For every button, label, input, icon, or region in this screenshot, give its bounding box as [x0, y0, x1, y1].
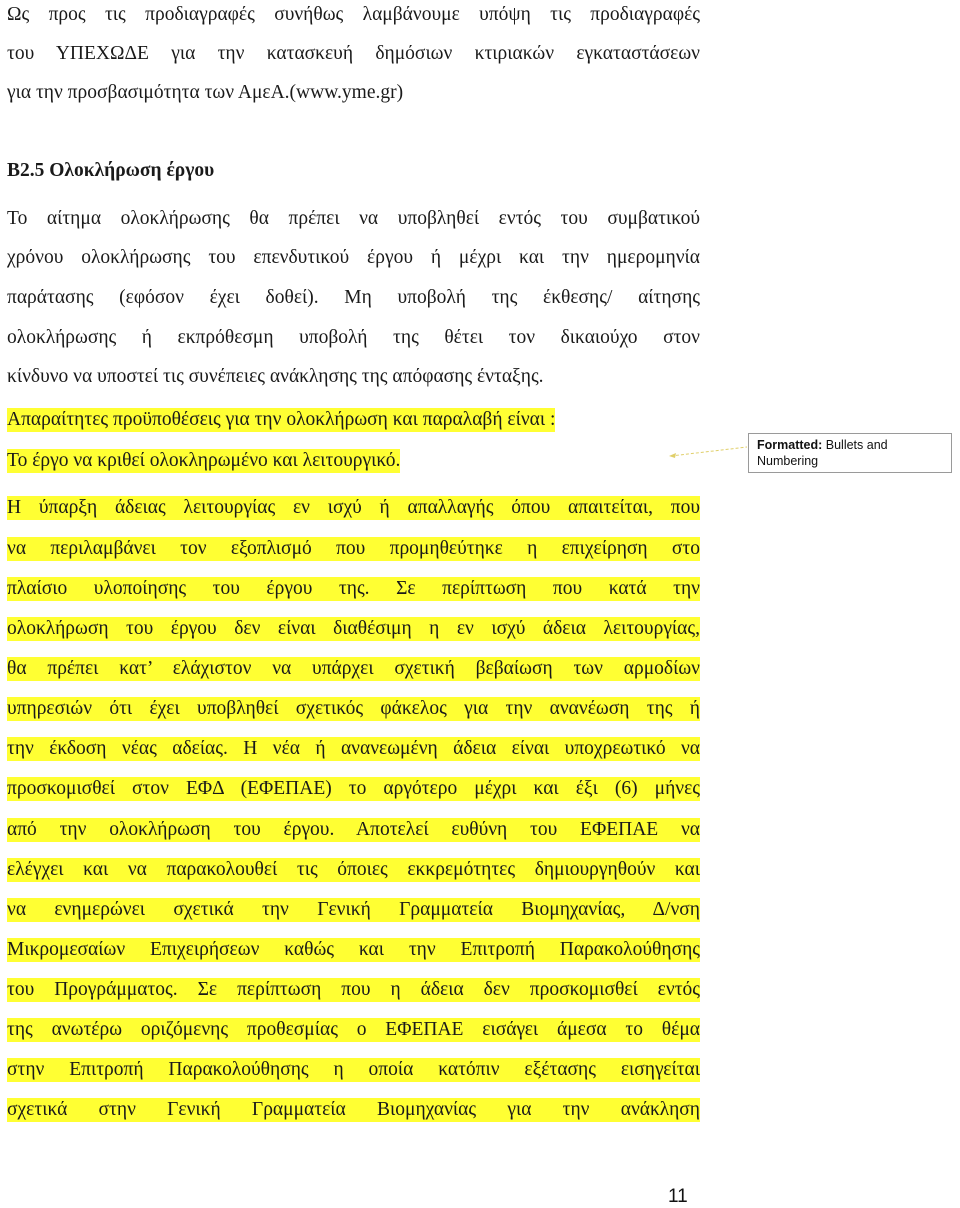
text-line: [7, 285, 700, 311]
highlighted-line: [7, 817, 700, 843]
highlighted-text: υπηρεσιών ότι έχει υποβληθεί σχετικός φάκελος για την ανανέωση της ή: [7, 698, 700, 719]
highlighted-line: [7, 1097, 700, 1123]
highlighted-line: [7, 616, 700, 642]
highlighted-line: [7, 1017, 700, 1043]
text-line: [7, 364, 700, 390]
formatting-comment[interactable]: [748, 433, 952, 473]
highlighted-line: [7, 937, 700, 963]
highlighted-line: [7, 897, 700, 923]
highlighted-text: Το έργο να κριθεί ολοκληρωμένο και λειτουργικό.: [7, 450, 401, 471]
highlighted-line: [7, 1057, 700, 1083]
section-heading: [7, 158, 700, 184]
highlighted-text: του Προγράμματος. Σε περίπτωση που η άδεια δεν προσκομισθεί εντός: [7, 979, 700, 1000]
text-line: [7, 325, 700, 351]
highlighted-line: [7, 977, 700, 1003]
highlighted-text: ελέγχει και να παρακολουθεί τις όποιες εκκρεμότητες δημιουργηθούν και: [7, 859, 700, 880]
highlighted-line: [7, 536, 700, 562]
highlighted-text: να περιλαμβάνει τον εξοπλισμό που προμηθεύτηκε η επιχείρηση στο: [7, 538, 700, 559]
text-line: [7, 80, 700, 106]
text-line: [7, 245, 700, 271]
highlighted-text: σχετικά στην Γενική Γραμματεία Βιομηχανίας για την ανάκληση: [7, 1099, 700, 1120]
highlighted-line: [7, 407, 700, 433]
highlighted-text: στην Επιτροπή Παρακολούθησης η οποία κατόπιν εξέτασης εισηγείται: [7, 1059, 700, 1080]
highlighted-text: Μικρομεσαίων Επιχειρήσεων καθώς και την Επιτροπή Παρακολούθησης: [7, 939, 700, 960]
highlighted-text: Απαραίτητες προϋποθέσεις για την ολοκλήρωση και παραλαβή είναι :: [7, 409, 556, 430]
text-line-content: Το αίτημα ολοκλήρωσης θα πρέπει να υποβληθεί εντός του συμβατικού: [7, 208, 700, 229]
comment-label: Formatted:: [757, 438, 823, 452]
text-line-content: χρόνου ολοκλήρωσης του επενδυτικού έργου ή μέχρι και την ημερομηνία: [7, 247, 700, 268]
highlighted-text: Η ύπαρξη άδειας λειτουργίας εν ισχύ ή απαλλαγής όπου απαιτείται, που: [7, 497, 700, 518]
highlighted-text: προσκομισθεί στον ΕΦΔ (ΕΦΕΠΑΕ) το αργότερο μέχρι και έξι (6) μήνες: [7, 778, 700, 799]
highlighted-text: από την ολοκλήρωση του έργου. Αποτελεί ευθύνη του ΕΦΕΠΑΕ να: [7, 819, 700, 840]
section-heading-text: Β2.5 Ολοκλήρωση έργου: [7, 160, 215, 181]
highlighted-text: θα πρέπει κατ’ ελάχιστον να υπάρχει σχετική βεβαίωση των αρμοδίων: [7, 658, 700, 679]
highlighted-line: [7, 857, 700, 883]
highlighted-text: της ανωτέρω οριζόμενης προθεσμίας ο ΕΦΕΠΑΕ εισάγει άμεσα το θέμα: [7, 1019, 700, 1040]
highlighted-text: ολοκλήρωση του έργου δεν είναι διαθέσιμη η εν ισχύ άδεια λειτουργίας,: [7, 618, 700, 639]
highlighted-line: [7, 495, 700, 521]
text-line: [7, 2, 700, 28]
highlighted-line: [7, 736, 700, 762]
text-line-content: για την προσβασιμότητα των ΑμεΑ.(www.yme.gr): [7, 82, 404, 103]
text-line-content: του ΥΠΕΧΩΔΕ για την κατασκευή δημόσιων κτιριακών εγκαταστάσεων: [7, 43, 700, 64]
highlighted-text: να ενημερώνει σχετικά την Γενική Γραμματεία Βιομηχανίας, Δ/νση: [7, 899, 700, 920]
text-line-content: κίνδυνο να υποστεί τις συνέπειες ανάκλησης της απόφασης ένταξης.: [7, 366, 544, 387]
text-line-content: Ως προς τις προδιαγραφές συνήθως λαμβάνουμε υπόψη τις προδιαγραφές: [7, 4, 700, 25]
highlighted-text: πλαίσιο υλοποίησης του έργου της. Σε περίπτωση που κατά την: [7, 578, 700, 599]
comment-text: Bullets and Numbering: [757, 438, 888, 468]
highlighted-line: [7, 776, 700, 802]
highlighted-line: [7, 696, 700, 722]
comment-connector: [669, 444, 749, 464]
text-line-content: ολοκλήρωσης ή εκπρόθεσμη υποβολή της θέτει τον δικαιούχο στον: [7, 327, 700, 348]
text-line-content: παράτασης (εφόσον έχει δοθεί). Μη υποβολή της έκθεσης/ αίτησης: [7, 287, 700, 308]
page-number: 11: [668, 1186, 688, 1207]
highlighted-text: την έκδοση νέας αδείας. Η νέα ή ανανεωμένη άδεια είναι υποχρεωτικό να: [7, 738, 700, 759]
highlighted-line: [7, 576, 700, 602]
text-line: [7, 206, 700, 232]
highlighted-line: [7, 448, 700, 474]
text-line: [7, 41, 700, 67]
highlighted-line: [7, 656, 700, 682]
